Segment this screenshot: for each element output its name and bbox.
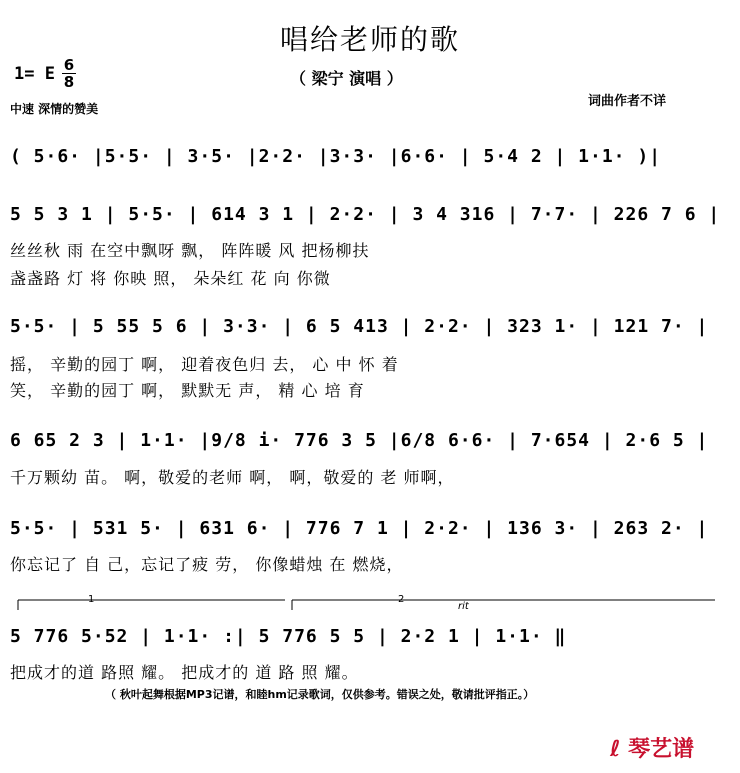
staff-row: 6 65 2 3 | 1·1· |9/8 i· 776 3 5 |6/8 6·6· | 7·654 | 2·6 5 |	[10, 430, 709, 451]
staff-row: 5·5· | 531 5· | 631 6· | 776 7 1 | 2·2· | 136 3· | 263 2· |	[10, 518, 709, 539]
lyric-row: 盏盏路 灯 将 你映 照， 朵朵红 花 向 你微	[10, 269, 331, 288]
lyric-row: 把成才的道 路照 耀。 把成才的 道 路 照 耀。	[10, 663, 359, 682]
time-signature	[60, 58, 78, 89]
volta-1-label: 1	[88, 594, 95, 605]
lyric-row: 摇， 辛勤的园丁 啊， 迎着夜色归 去， 心 中 怀 着	[10, 355, 399, 374]
transcription-note: （ 秋叶起舞根据MP3记谱，和睦hm记录歌词，仅供参考。错误之处，敬请批评指正。）	[105, 688, 535, 701]
brand-text: 琴艺谱	[628, 737, 695, 762]
piano-logo-icon: ℓ	[610, 737, 621, 762]
staff-row: ( 5·6· |5·5· | 3·5· |2·2· |3·3· |6·6· | 5·4 2 | 1·1· )|	[10, 146, 662, 167]
staff-row: 5·5· | 5 55 5 6 | 3·3· | 6 5 413 | 2·2· | 323 1· | 121 7· |	[10, 316, 709, 337]
lyric-row: 你忘记了 自 己，忘记了疲 劳， 你像蜡烛 在 燃烧，	[10, 555, 404, 574]
brand-logo	[610, 732, 694, 763]
staff-row: 5 776 5·52 | 1·1· :| 5 776 5 5 | 2·2 1 | 1·1· ‖	[10, 626, 567, 647]
time-sig-bottom: 8	[63, 73, 75, 91]
composer-credit: 词曲作者不详	[588, 94, 667, 109]
tempo-marking: 中速 深情的赞美	[10, 102, 99, 116]
key-signature: 1= E	[14, 64, 55, 84]
volta-brackets	[0, 592, 740, 612]
time-sig-top: 6	[63, 56, 75, 74]
singer: （ 梁宁 演唱 ）	[290, 69, 403, 88]
volta-2-label: 2	[398, 594, 405, 605]
staff-row: 5 5 3 1 | 5·5· | 614 3 1 | 2·2· | 3 4 316 | 7·7· | 226 7 6 |	[10, 204, 721, 225]
lyric-row: 丝丝秋 雨 在空中飘呀 飘， 阵阵暖 风 把杨柳扶	[10, 241, 370, 260]
lyric-row: 笑， 辛勤的园丁 啊， 默默无 声， 精 心 培 育	[10, 381, 365, 400]
song-title: 唱给老师的歌	[279, 23, 460, 56]
lyric-row: 千万颗幼 苗。 啊，敬爱的老师 啊， 啊，敬爱的 老 师啊，	[10, 468, 455, 487]
ritardando-mark: rit	[458, 601, 469, 612]
